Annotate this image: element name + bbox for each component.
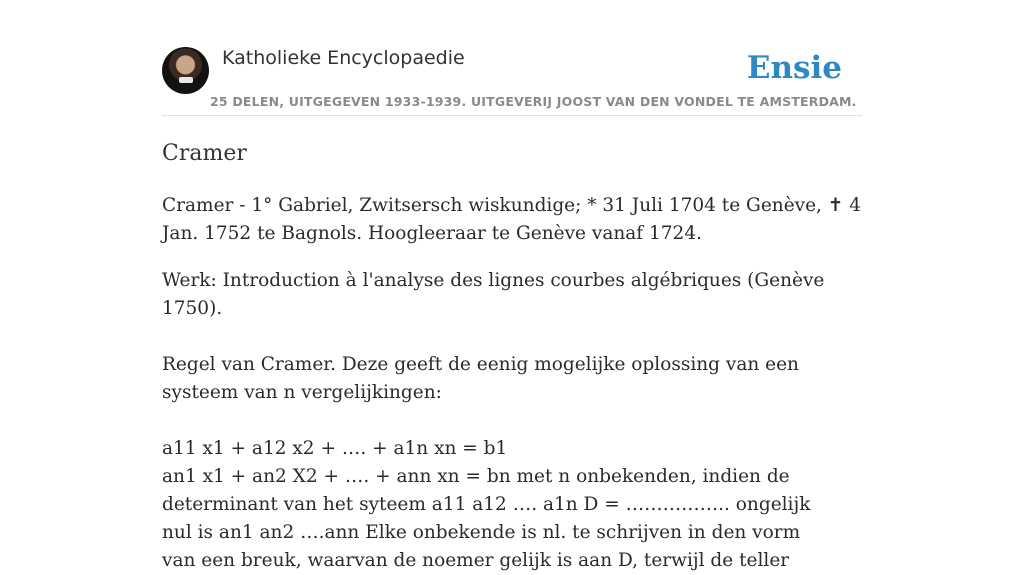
article-body <box>162 192 862 575</box>
header-divider <box>162 115 862 116</box>
paragraph-equations <box>162 435 832 575</box>
site-header <box>162 44 862 116</box>
equation-first: a11 x1 + a12 x2 + …. + a1n xn = b1 <box>162 438 508 459</box>
paragraph-work: Werk: Introduction à l'analyse des lignes courbes algébriques (Genève 1750). <box>162 270 825 319</box>
page-title: Cramer <box>162 141 247 166</box>
paragraph-rule: Regel van Cramer. Deze geeft de eenig mogelijke oplossing van een systeem van n vergelijkingen: <box>162 354 799 403</box>
site-subtitle: 25 DELEN, UITGEGEVEN 1933-1939. UITGEVERIJ JOOST VAN DEN VONDEL TE AMSTERDAM. <box>210 94 857 109</box>
avatar-collar <box>179 77 193 83</box>
site-title[interactable]: Katholieke Encyclopaedie <box>222 47 465 69</box>
equation-last: an1 x1 + an2 X2 + …. + ann xn = bn met n <box>162 466 571 487</box>
equation-continuation: onbekenden, indien de determinant van het syteem a11 a12 …. a1n D = …………….. ongelijk nul is an1 an2 ….ann Elke onbekende is nl. te schrijven in den vorm van een breuk, waarvan de noemer gelijk is aan D, terwijl de teller <box>162 466 811 571</box>
paragraph-biography: Cramer - 1° Gabriel, Zwitsersch wiskundige; * 31 Juli 1704 te Genève, ✝ 4 Jan. 1752 te Bagnols. Hoogleeraar te Genève vanaf 1724. <box>162 195 861 244</box>
avatar[interactable] <box>162 47 209 94</box>
brand-logo-link[interactable]: Ensie <box>746 50 842 86</box>
